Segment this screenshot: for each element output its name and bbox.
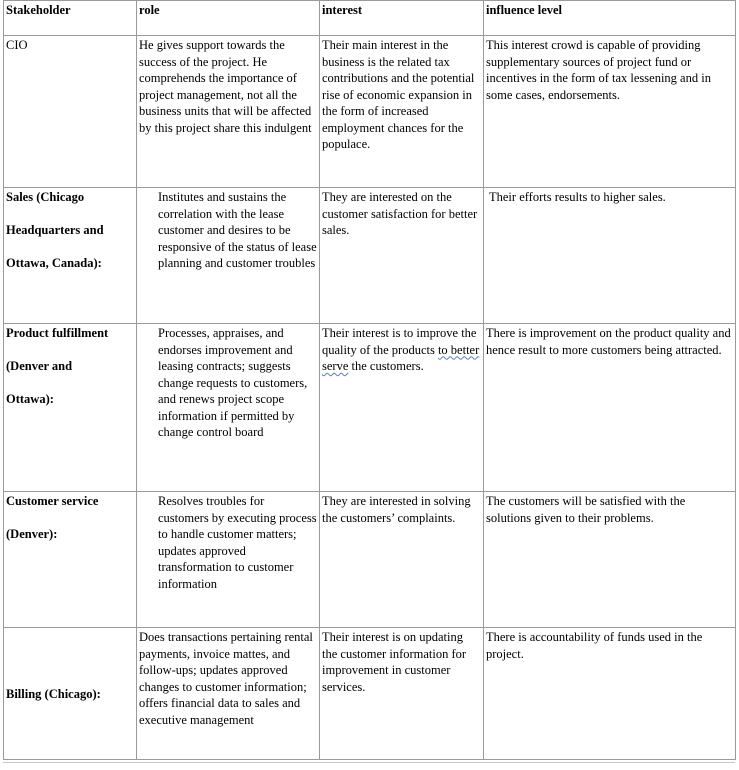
header-role: role bbox=[137, 1, 320, 36]
stakeholder-line: Headquarters and bbox=[6, 223, 104, 237]
influence-cell: This interest crowd is capable of providing supplementary sources of project fund or incentives in the form of tax lessening and in some cases, endorsements. bbox=[484, 36, 736, 188]
stakeholder-cell bbox=[4, 324, 137, 492]
role-cell: Processes, appraises, and endorses improvement and leasing contracts; suggests change requests to customers, and renews project scope information if permitted by change control board bbox=[137, 324, 320, 492]
stakeholder-cell bbox=[4, 36, 137, 188]
interest-cell: They are interested in solving the customers’ complaints. bbox=[320, 492, 484, 628]
role-cell: Resolves troubles for customers by executing process to handle customer matters; updates approved transformation to customer information bbox=[137, 492, 320, 628]
stakeholder-line: (Denver): bbox=[6, 527, 58, 541]
header-stakeholder: Stakeholder bbox=[4, 1, 137, 36]
stakeholder-cell bbox=[4, 628, 137, 760]
influence-cell: The customers will be satisfied with the solutions given to their problems. bbox=[484, 492, 736, 628]
stakeholder-line: Ottawa, Canada): bbox=[6, 256, 102, 270]
header-row bbox=[4, 1, 736, 36]
table-row-sales bbox=[4, 188, 736, 324]
stakeholder-name: Billing (Chicago): bbox=[6, 686, 101, 701]
stakeholder-cell bbox=[4, 188, 137, 324]
stakeholder-line: (Denver and bbox=[6, 359, 73, 373]
grammar-squiggle-text[interactable]: to better serve bbox=[322, 342, 480, 373]
stakeholder-line: Customer service bbox=[6, 494, 99, 508]
stakeholder-line: Product fulfillment bbox=[6, 326, 109, 340]
header-influence-level: influence level bbox=[484, 1, 736, 36]
stakeholder-name: CIO bbox=[6, 38, 28, 52]
page-divider bbox=[3, 762, 735, 763]
table-row-product-fulfillment bbox=[4, 324, 736, 492]
table-row-billing bbox=[4, 628, 736, 760]
influence-cell: There is improvement on the product quality and hence result to more customers being attracted. bbox=[484, 324, 736, 492]
interest-cell: They are interested on the customer satisfaction for better sales. bbox=[320, 188, 484, 324]
table-row-customer-service bbox=[4, 492, 736, 628]
role-cell: He gives support towards the success of the project. He comprehends the importance of project management, not all the business units that will be affected by this project share this indulgent bbox=[137, 36, 320, 188]
role-cell: Does transactions pertaining rental payments, invoice mattes, and follow-ups; updates approved changes to customer information; offers financial data to sales and executive management bbox=[137, 628, 320, 760]
interest-text: Their interest is to improve the quality of the products bbox=[322, 326, 477, 357]
interest-cell: Their main interest in the business is the related tax contributions and the potential rise of economic expansion in the form of increased employment chances for the populace. bbox=[320, 36, 484, 188]
header-interest: interest bbox=[320, 1, 484, 36]
stakeholder-table bbox=[3, 0, 736, 760]
influence-cell: There is accountability of funds used in the project. bbox=[484, 628, 736, 760]
interest-cell bbox=[320, 324, 484, 492]
stakeholder-line: Ottawa): bbox=[6, 392, 54, 406]
stakeholder-cell bbox=[4, 492, 137, 628]
interest-cell: Their interest is on updating the customer information for improvement in customer services. bbox=[320, 628, 484, 760]
influence-cell: Their efforts results to higher sales. bbox=[484, 188, 736, 324]
stakeholder-line: Sales (Chicago bbox=[6, 190, 85, 204]
table-row-cio bbox=[4, 36, 736, 188]
interest-text: the customers. bbox=[348, 359, 424, 373]
role-cell: Institutes and sustains the correlation with the lease customer and desires to be responsive of the status of lease planning and customer troubles bbox=[137, 188, 320, 324]
